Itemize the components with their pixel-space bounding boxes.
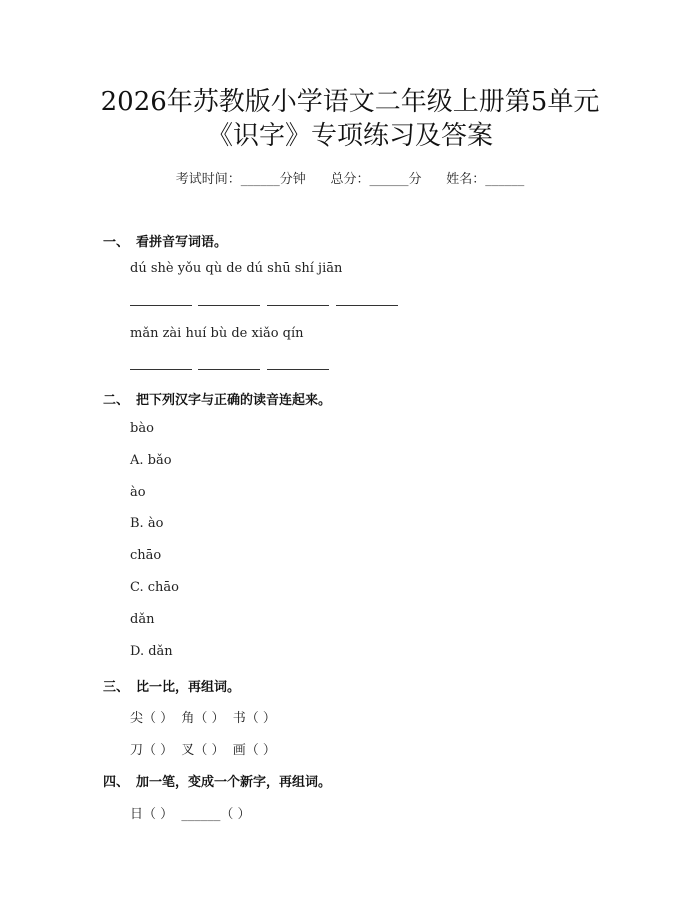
title-line-2: 《识字》专项练习及答案 — [206, 121, 493, 151]
section-4-title: 加一笔，变成一个新字，再组词。 — [136, 775, 332, 790]
section-4-number: 四、 — [103, 775, 130, 790]
answer-blank[interactable] — [267, 369, 329, 370]
compare-row-2: 刀（ ） 叉（ ） 画（ ） — [130, 743, 276, 758]
exam-info: 考试时间：______分钟 总分：______分 姓名：______ — [175, 172, 525, 187]
pinyin-row-2: mǎn zài huí bù de xiǎo qín — [130, 326, 304, 341]
section-2-number: 二、 — [103, 393, 130, 408]
add-stroke-row-1: 日（ ） ______（ ） — [130, 807, 251, 822]
answer-blank[interactable] — [130, 305, 192, 306]
list-item: D. dǎn — [130, 644, 173, 659]
section-1-heading — [103, 231, 227, 250]
answer-blank[interactable] — [198, 305, 260, 306]
section-3-title: 比一比，再组词。 — [136, 680, 241, 695]
section-1-number: 一、 — [103, 235, 130, 250]
section-2-title: 把下列汉字与正确的读音连起来。 — [136, 393, 332, 408]
answer-blank[interactable] — [336, 305, 398, 306]
section-1-title: 看拼音写词语。 — [136, 235, 228, 250]
section-3-number: 三、 — [103, 680, 130, 695]
title-line-1: 2026年苏教版小学语文二年级上册第5单元 — [100, 87, 600, 117]
list-item: C. chāo — [130, 580, 179, 595]
compare-row-1: 尖（ ） 角（ ） 书（ ） — [130, 711, 276, 726]
list-item: dǎn — [130, 612, 155, 627]
section-3-heading — [103, 676, 240, 695]
answer-blank[interactable] — [198, 369, 260, 370]
list-item: chāo — [130, 548, 162, 563]
answer-blank[interactable] — [130, 369, 192, 370]
section-4-heading — [103, 771, 331, 790]
list-item: ào — [130, 485, 146, 500]
pinyin-row-1: dú shè yǒu qù de dú shū shí jiān — [130, 261, 343, 276]
list-item: A. bǎo — [130, 453, 172, 468]
list-item: bào — [130, 421, 154, 436]
list-item: B. ào — [130, 516, 164, 531]
answer-blank[interactable] — [267, 305, 329, 306]
section-2-heading — [103, 389, 331, 408]
